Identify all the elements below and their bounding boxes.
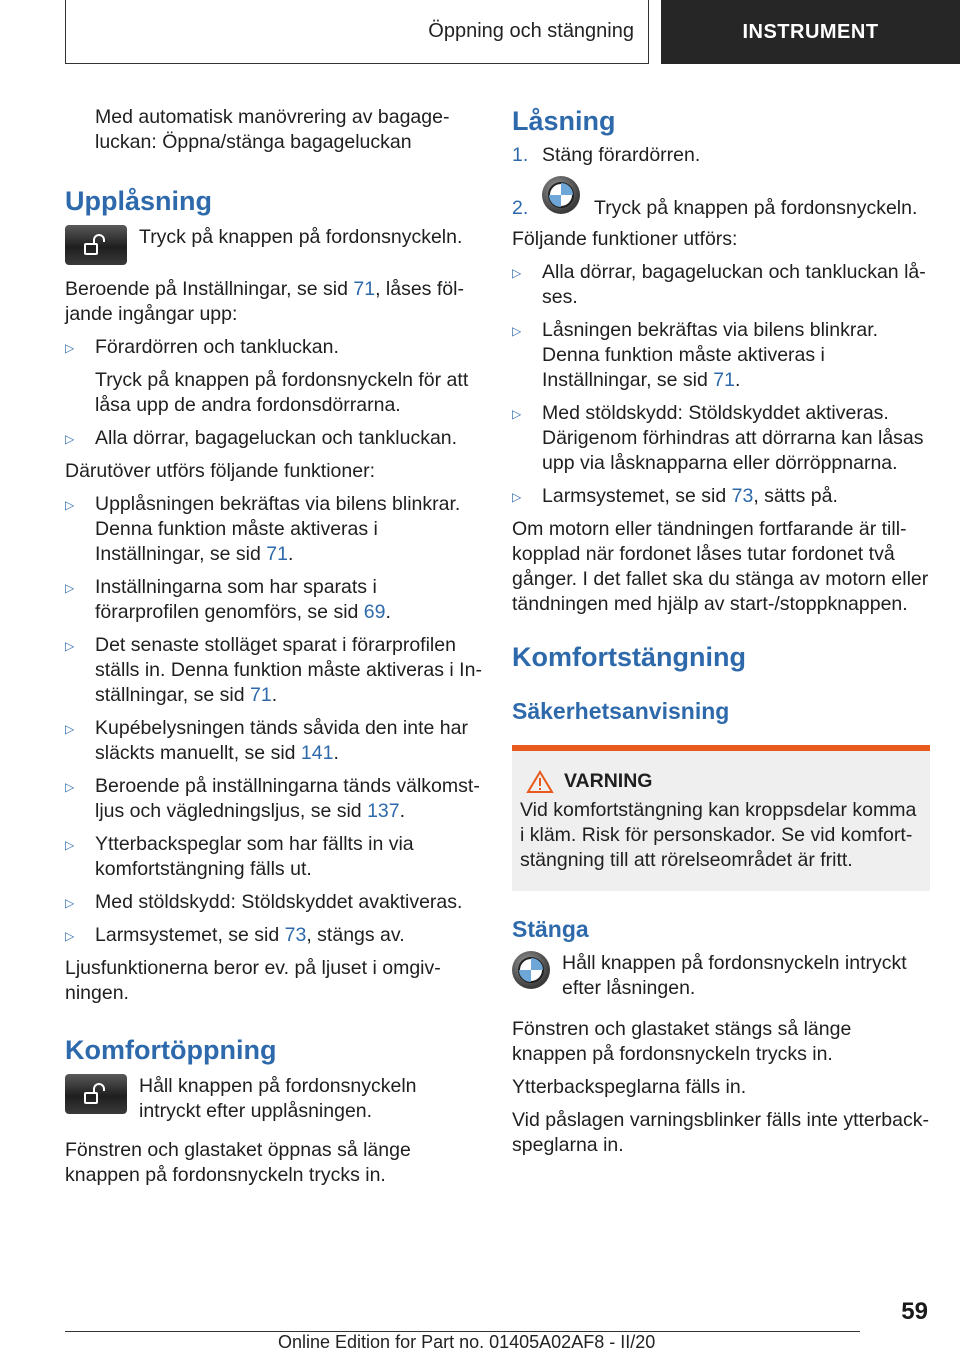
edition-text: Online Edition for Part no. 01405A02AF8 - II/20 xyxy=(278,1332,656,1352)
list-item: ▷ Upplåsningen bekräftas via bilens blinkrar. Denna funktion måste aktiveras i Inställningar, se sid 71. xyxy=(65,493,461,565)
left-column xyxy=(65,105,483,1188)
triangle-bullet-icon: ▷ xyxy=(512,266,522,280)
close-key-row xyxy=(512,951,930,1001)
follow-text: Följande funktioner utförs: xyxy=(512,228,738,250)
list-item: ▷ Låsningen bekräftas via bilens blinkrar. Denna funktion måste aktiveras i Inställningar, se sid 71. xyxy=(512,319,879,391)
bmw-key-icon xyxy=(512,951,550,989)
comfort-open-key-row xyxy=(65,1074,483,1124)
page-link[interactable]: 73 xyxy=(731,485,754,507)
close-heading: Stänga xyxy=(512,916,589,942)
triangle-bullet-icon: ▷ xyxy=(512,407,522,421)
triangle-bullet-icon: ▷ xyxy=(65,581,75,595)
comfort-open-heading: Komfortöppning xyxy=(65,1035,277,1065)
further-text: Därutöver utförs följande funktioner: xyxy=(65,460,376,482)
page-link[interactable]: 71 xyxy=(266,543,288,565)
unlock-heading: Upplåsning xyxy=(65,186,212,216)
triangle-bullet-icon: ▷ xyxy=(65,432,75,446)
warning-text: Vid komfortstängning kan kroppsdelar komma i kläm. Risk för personskador. Se vid komfortstängning till att rörelseområdet är fritt. xyxy=(520,799,917,871)
header-section: Öppning och stängning xyxy=(65,0,649,64)
page-link[interactable]: 73 xyxy=(284,924,307,946)
list-item: ▷ Förardörren och tankluckan. Tryck på knappen på fordonsnyckeln för att låsa upp de andra fordonsdörrarna. xyxy=(65,336,469,416)
triangle-bullet-icon: ▷ xyxy=(65,639,75,653)
close-action: Håll knappen på fordonsnyckeln intryckt efter låsningen. xyxy=(562,952,907,999)
light-text: Ljusfunktionerna beror ev. på ljuset i omgivningen. xyxy=(65,957,441,1004)
triangle-bullet-icon: ▷ xyxy=(65,498,75,512)
comfort-open-text: Fönstren och glastaket öppnas så länge knappen på fordonsnyckeln trycks in. xyxy=(65,1139,411,1186)
page-link[interactable]: 69 xyxy=(363,601,386,623)
safety-heading: Säkerhetsanvisning xyxy=(512,698,730,724)
dependency-text: Beroende på Inställningar, se sid 71, låses följande ingångar upp: xyxy=(65,278,464,325)
comfort-close-heading: Komfortstängning xyxy=(512,642,746,672)
list-item: ▷ Larmsystemet, se sid 73, stängs av. xyxy=(65,923,483,948)
warning-triangle-icon xyxy=(526,770,554,794)
list-item: ▷ Alla dörrar, bagageluckan och tankluckan låses. xyxy=(512,261,926,308)
warning-box xyxy=(512,745,930,891)
list-item: ▷ Med stöldskydd: Stöldskyddet aktiveras. Därigenom förhindras att dörrarna kan låsas upp via låsknapparna eller dörröppnarna. xyxy=(512,402,924,474)
triangle-bullet-icon: ▷ xyxy=(65,896,75,910)
list-item: ▷ Ytterbackspeglar som har fällts in via komfortstängning fälls ut. xyxy=(65,833,414,880)
page-link[interactable]: 141 xyxy=(300,742,334,764)
unlock-key-row xyxy=(65,225,483,265)
list-item: ▷ Alla dörrar, bagageluckan och tankluckan. xyxy=(65,426,483,451)
lock-heading: Låsning xyxy=(512,106,616,136)
comfort-open-action: Håll knappen på fordonsnyckeln intryckt efter upplåsningen. xyxy=(139,1075,417,1122)
list-item: ▷ Beroende på inställningarna tänds välkomstljus och vägledningsljus, se sid 137. xyxy=(65,775,480,822)
triangle-bullet-icon: ▷ xyxy=(65,929,75,943)
unlock-icon xyxy=(65,1074,127,1114)
unlock-action: Tryck på knappen på fordonsnyckeln. xyxy=(139,226,463,248)
list-item: ▷ Inställningarna som har sparats i förarprofilen genomförs, se sid 69. xyxy=(65,576,391,623)
triangle-bullet-icon: ▷ xyxy=(65,722,75,736)
right-column xyxy=(512,105,930,1158)
close-text-3: Vid påslagen varningsblinker fälls inte ytterbackspeglarna in. xyxy=(512,1109,929,1156)
step-2: 2. Tryck på knappen på fordonsnyckeln. xyxy=(512,182,930,221)
step-1: 1. Stäng förardörren. xyxy=(512,144,701,166)
triangle-bullet-icon: ▷ xyxy=(65,341,75,355)
close-text-1: Fönstren och glastaket stängs så länge knappen på fordonsnyckeln trycks in. xyxy=(512,1018,852,1065)
page-link[interactable]: 137 xyxy=(367,800,400,822)
unlock-icon xyxy=(65,225,127,265)
list-item: ▷ Med stöldskydd: Stöldskyddet avaktiveras. xyxy=(65,890,483,915)
triangle-bullet-icon: ▷ xyxy=(65,838,75,852)
page-number: 59 xyxy=(901,1298,928,1325)
warning-title: VARNING xyxy=(526,769,922,794)
page-link[interactable]: 71 xyxy=(353,278,376,300)
header-chapter: INSTRUMENT xyxy=(661,0,960,64)
page-link[interactable]: 71 xyxy=(250,684,272,706)
horn-text: Om motorn eller tändningen fortfarande är tillkopplad när fordonet låses tutar fordonet två gånger. I det fallet ska du stänga av motorn eller tändningen med hjälp av start-/stoppknappen. xyxy=(512,518,929,615)
triangle-bullet-icon: ▷ xyxy=(512,490,522,504)
page-link[interactable]: 71 xyxy=(713,369,735,391)
list-item: ▷ Kupébelysningen tänds såvida den inte har släckts manuellt, se sid 141. xyxy=(65,717,468,764)
bmw-key-icon xyxy=(542,176,580,214)
intro-text: Med automatisk manövrering av bagageluckan: Öppna/stänga bagageluckan xyxy=(95,106,450,153)
triangle-bullet-icon: ▷ xyxy=(512,324,522,338)
list-item: ▷ Det senaste stolläget sparat i förarprofilen ställs in. Denna funktion måste aktiveras i Inställningar, se sid 71. xyxy=(65,634,482,706)
triangle-bullet-icon: ▷ xyxy=(65,780,75,794)
list-item: ▷ Larmsystemet, se sid 73, sätts på. xyxy=(512,484,930,509)
close-text-2: Ytterbackspeglarna fälls in. xyxy=(512,1076,747,1098)
